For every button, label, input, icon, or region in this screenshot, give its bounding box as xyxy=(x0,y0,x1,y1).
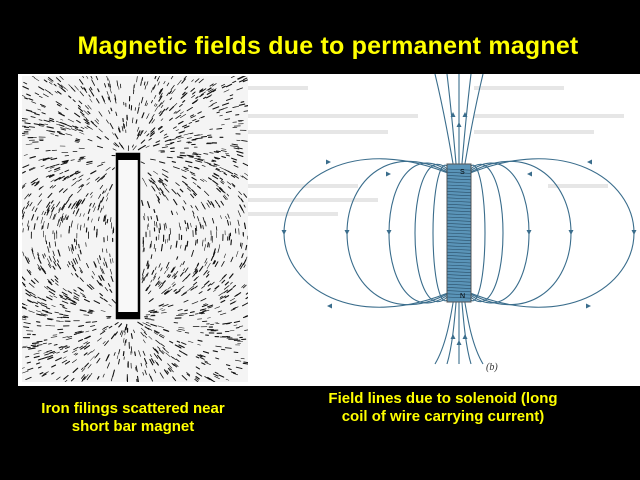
iron-filing xyxy=(25,123,30,124)
left-caption: Iron filings scattered near short bar magnet xyxy=(41,400,225,435)
iron-filing xyxy=(124,124,125,129)
iron-filing xyxy=(57,131,60,132)
iron-filing xyxy=(214,152,218,153)
iron-filing xyxy=(180,155,186,156)
iron-filing xyxy=(177,157,182,158)
iron-filing xyxy=(231,240,232,245)
iron-filing xyxy=(92,322,96,323)
iron-filing xyxy=(76,240,77,245)
iron-filing xyxy=(37,322,40,323)
iron-filing xyxy=(126,325,127,330)
iron-filing xyxy=(33,346,38,347)
iron-filing xyxy=(102,249,103,252)
bar-magnet xyxy=(117,154,139,318)
iron-filing xyxy=(241,102,244,103)
iron-filing xyxy=(135,108,136,111)
iron-filing xyxy=(75,246,76,249)
iron-filing xyxy=(176,241,177,247)
iron-filing xyxy=(155,248,156,251)
iron-filing xyxy=(217,129,222,130)
iron-filing xyxy=(151,216,152,219)
iron-filing xyxy=(46,150,50,151)
solenoid-field-diagram xyxy=(248,74,640,386)
iron-filing xyxy=(170,228,171,234)
iron-filing xyxy=(37,341,42,342)
iron-filing xyxy=(35,148,39,149)
iron-filing xyxy=(79,244,80,248)
iron-filing xyxy=(145,319,150,320)
iron-filing xyxy=(148,217,149,221)
iron-filing xyxy=(49,344,52,345)
iron-filing xyxy=(196,229,197,235)
iron-filing xyxy=(171,148,175,149)
iron-filing xyxy=(208,243,209,247)
iron-filing xyxy=(172,162,175,163)
iron-filing xyxy=(185,221,186,224)
iron-filing xyxy=(185,310,188,311)
iron-filing xyxy=(88,313,92,314)
iron-filing xyxy=(240,243,241,246)
iron-filings-image xyxy=(22,76,248,382)
iron-filing xyxy=(171,143,174,144)
iron-filing xyxy=(107,219,108,222)
iron-filing xyxy=(184,314,187,315)
iron-filing xyxy=(236,328,239,329)
iron-filing xyxy=(135,352,136,356)
iron-filing xyxy=(202,137,207,138)
iron-filing xyxy=(216,227,217,231)
iron-filing xyxy=(167,157,172,158)
pole-bottom-label: N xyxy=(460,293,466,300)
iron-filing xyxy=(137,379,138,382)
iron-filing xyxy=(151,241,152,247)
iron-filing xyxy=(22,121,25,122)
iron-filing xyxy=(123,352,124,356)
slide-title: Magnetic fields due to permanent magnet xyxy=(77,32,579,60)
iron-filing xyxy=(223,324,227,325)
iron-filing xyxy=(60,314,63,315)
iron-filing xyxy=(200,313,204,314)
iron-filing xyxy=(144,216,145,219)
iron-filing xyxy=(196,240,197,245)
iron-filing xyxy=(154,210,155,213)
iron-filing xyxy=(136,367,137,370)
iron-filing xyxy=(76,140,80,141)
figure-panel xyxy=(18,74,640,386)
figure-label: (b) xyxy=(486,362,498,373)
iron-filing xyxy=(185,333,188,334)
iron-filing xyxy=(191,312,195,313)
iron-filing xyxy=(221,349,225,350)
iron-filing xyxy=(217,151,221,152)
pole-top-label: S xyxy=(460,169,465,176)
iron-filing xyxy=(195,314,198,315)
iron-filing xyxy=(78,161,81,162)
right-caption: Field lines due to solenoid (long coil of wire carrying current) xyxy=(328,390,558,425)
iron-filing xyxy=(43,160,46,161)
iron-filing xyxy=(88,217,89,220)
iron-filing xyxy=(48,319,52,320)
iron-filing xyxy=(187,241,188,246)
iron-filing xyxy=(31,345,36,346)
iron-filing xyxy=(190,133,193,134)
iron-filing xyxy=(74,334,77,335)
iron-filing xyxy=(125,341,126,346)
